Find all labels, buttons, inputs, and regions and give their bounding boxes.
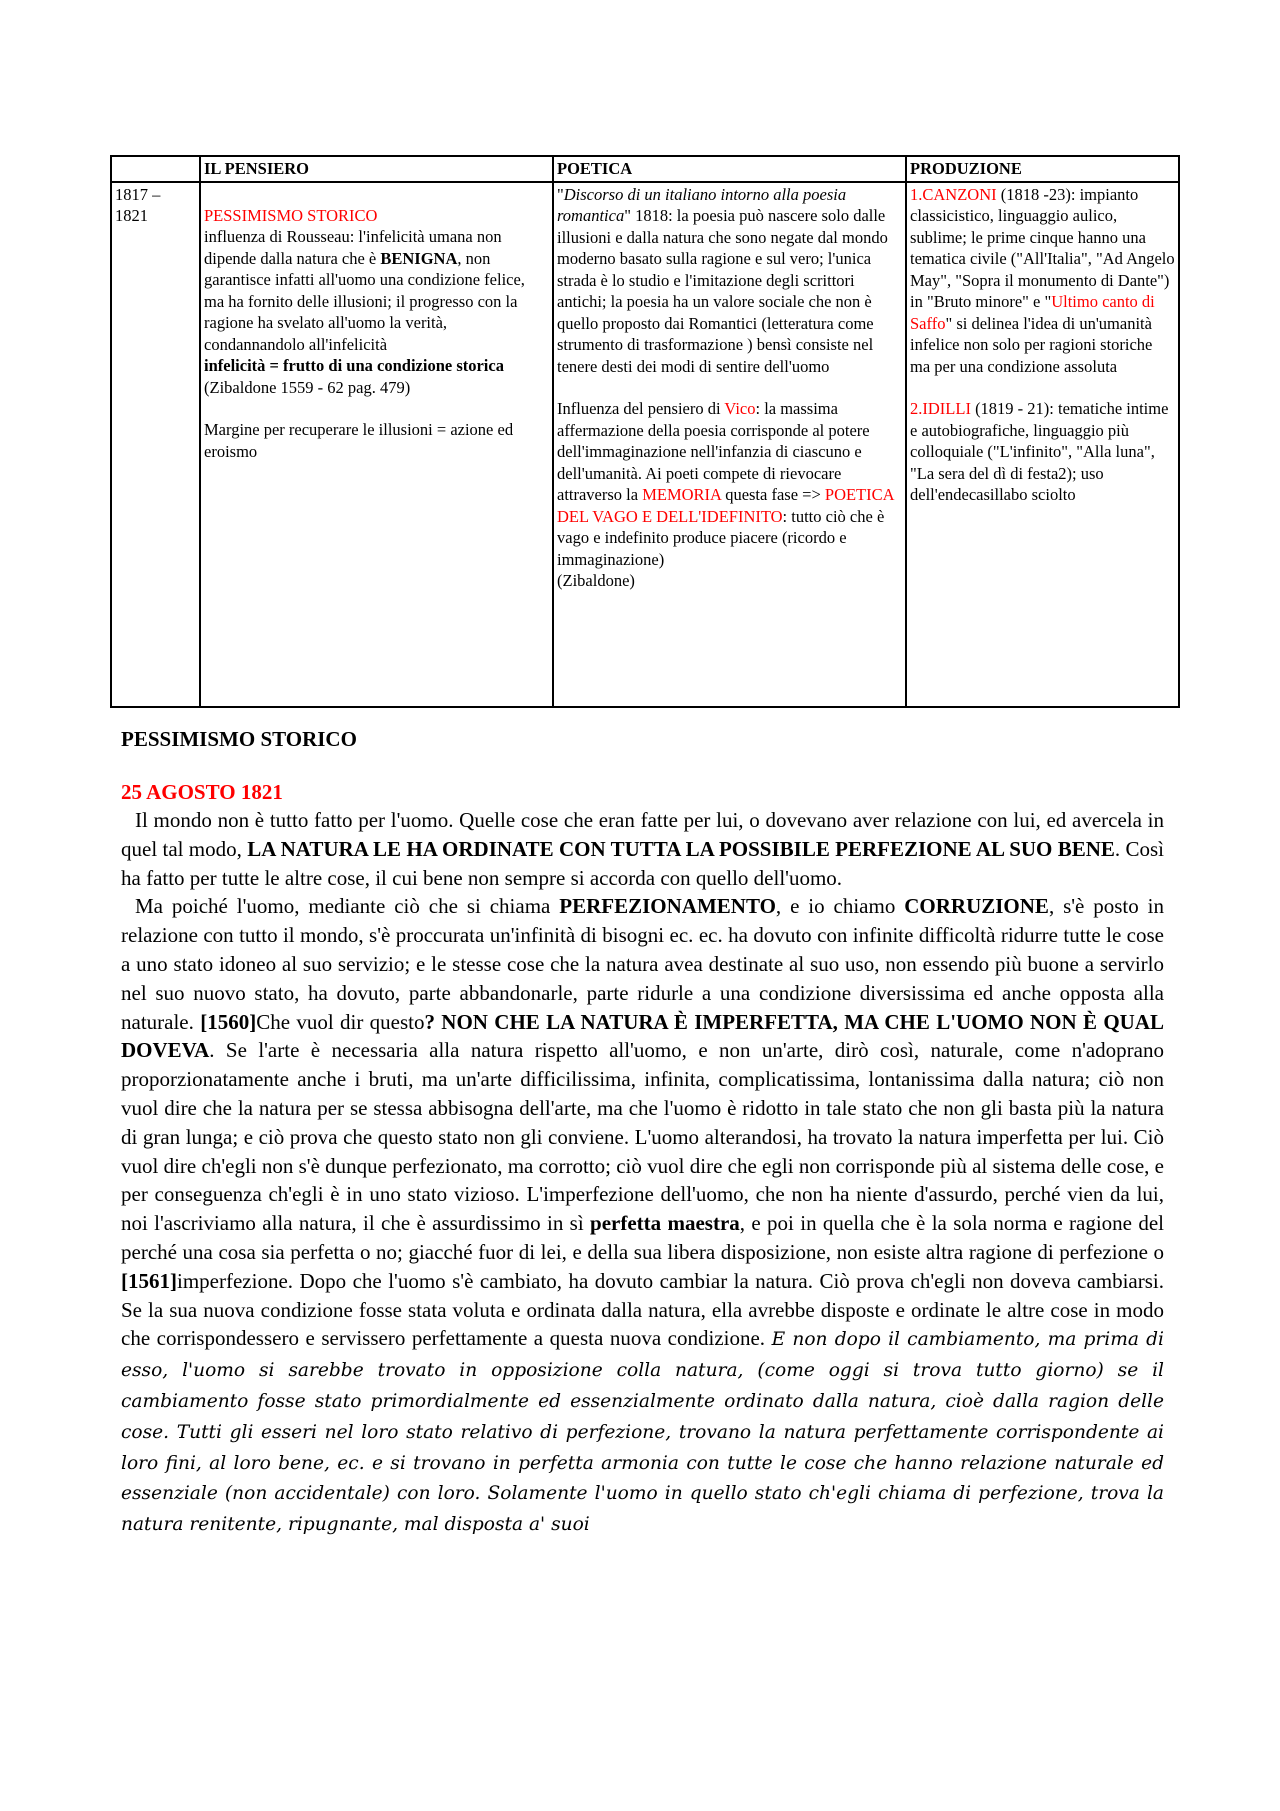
pensiero-text: influenza di Rousseau: l'infelicità umana non dipende dalla natura che è BENIGNA, non garantisce infatti all'uomo una condizione felice, ma ha fornito delle illusioni; il progresso con la ragione ha svelato all'uomo la verità, condannandolo all'infelicità <box>204 227 525 354</box>
pensiero-bold-statement: infelicità = frutto di una condizione storica <box>204 356 504 375</box>
produzione-cell <box>906 182 1179 707</box>
pensiero-cell <box>200 182 553 707</box>
table-row <box>111 182 1179 707</box>
header-poetica: POETICA <box>553 156 906 182</box>
poetica-vico: Influenza del pensiero di Vico: la massima affermazione della poesia corrisponde al potere dell'immaginazione nell'infanzia di ciascuno e dell'umanità. Ai poeti compete di rievocare attraverso la MEMORIA questa fase => POETICA DEL VAGO E DELL'IDEFINITO: tutto ciò che è vago e indefinito produce piacere (ricordo e immaginazione) <box>557 399 894 569</box>
summary-table <box>110 155 1180 708</box>
paragraph: Ma poiché l'uomo, mediante ciò che si chiama PERFEZIONAMENTO, e io chiamo CORRUZIONE, s'è posto in relazione con tutto il mondo, s'è proccurata un'infinità di bisogni ec. ec. ha dovuto con infinite difficoltà ridurre tutte le cose a uno stato idoneo al suo servizio; e le stesse cose che la natura avea destinate al suo uso, non essendo più buone a servirlo nel suo nuovo stato, ha dovuto, parte abbandonarle, parte ridurle a una condizione diversissima ed anche opposta alla naturale. [1560]Che vuol dir questo? NON CHE LA NATURA È IMPERFETTA, MA CHE L'UOMO NON È QUAL DOVEVA. Se l'arte è necessaria alla natura rispetto all'uomo, e non un'arte, dirò così, naturale, come n'adoprano proporzionatamente anche i bruti, ma un'arte difficilissima, infinita, complicatissima, lontanissima dalla natura; ciò non vuol dire che la natura per se stessa abbisogna dell'arte, ma che l'uomo è ridotto in tale stato che non gli basta più la natura di gran lunga; e ciò prova che questo stato non gli conviene. L'uomo alterandosi, ha trovato la natura imperfetta per lui. Ciò vuol dire ch'egli non s'è dunque perfezionato, ma corrotto; ciò vuol dire che egli non corrisponde più al sistema delle cose, e per conseguenza ch'egli è in uno stato vizioso. L'imperfezione dell'uomo, che non ha niente d'assurdo, perché vien da lui, noi l'ascriviamo alla natura, il che è assurdissimo in sì perfetta maestra, e poi in quella che è la sola norma e ragione del perché una cosa sia perfetta o no; giacché fuor di lei, e della sua libera disposizione, non esiste altra ragione di perfezione o [1561]imperfezione. Dopo che l'uomo s'è cambiato, ha dovuto cambiar la natura. Ciò prova ch'egli non doveva cambiarsi. Se la sua nuova condizione fosse stata voluta e ordinata dalla natura, ella avrebbe disposte e ordinate le altre cose in modo che corrispondessero e servissero perfettamente a questa nuova condizione. E non dopo il cambiamento, ma prima di esso, l'uomo si sarebbe trovato in opposizione colla natura, (come oggi si trova tutto giorno) se il cambiamento fosse stato primordialmente ed essenzialmente ordinato dalla natura, cioè dalla ragion delle cose. Tutti gli esseri nel loro stato relativo di perfezione, trovano la natura perfettamente corrispondente ai loro fini, al loro bene, ec. e si trovano in perfetta armonia con tutte le cose che hanno relazione naturale ed essenziale (non accidentale) con loro. Solamente l'uomo in quello stato ch'egli chiama di perfezione, trova la natura renitente, ripugnante, mal disposta a' suoi <box>121 894 1165 1536</box>
header-pensiero: IL PENSIERO <box>200 156 553 182</box>
period-cell: 1817 – 1821 <box>111 182 200 707</box>
header-produzione: PRODUZIONE <box>906 156 1179 182</box>
table-header-row <box>111 156 1179 182</box>
pensiero-margin-note: Margine per recuperare le illusioni = azione ed eroismo <box>204 420 514 461</box>
entry-date: 25 AGOSTO 1821 <box>121 780 283 804</box>
poetica-cell <box>553 182 906 707</box>
pensiero-title: PESSIMISMO STORICO <box>204 205 378 225</box>
zibaldone-text <box>121 806 1164 1540</box>
poetica-discorso: "Discorso di un italiano intorno alla poesia romantica" 1818: la poesia può nascere solo dalle illusioni e dalla natura che sono negate dal mondo moderno basato sulla ragione e sul vero; l'unica strada è lo studio e l'imitazione degli scrittori antichi; la poesia ha un valore sociale che non è quello proposto dai Romantici (letteratura come strumento di trasformazione ) bensì consiste nel tenere desti dei modi di sentire dell'uomo <box>557 184 888 376</box>
pensiero-reference: (Zibaldone 1559 - 62 pag. 479) <box>204 377 411 397</box>
paragraph: Il mondo non è tutto fatto per l'uomo. Quelle cose che eran fatte per lui, o dovevano aver relazione con lui, ed avercela in quel tal modo, LA NATURA LE HA ORDINATE CON TUTTA LA POSSIBILE PERFEZIONE AL SUO BENE. Così ha fatto per tutte le altre cose, il cui bene non sempre si accorda con quello dell'uomo. <box>121 808 1165 890</box>
section-title: PESSIMISMO STORICO <box>121 727 357 751</box>
header-empty-cell <box>111 156 200 182</box>
poetica-zibaldone: (Zibaldone) <box>557 571 635 590</box>
produzione-idilli: 2.IDILLI (1819 - 21): tematiche intime e autobiografiche, linguaggio più colloquiale ("L'infinito", "Alla luna", "La sera del dì di festa2); uso dell'endecasillabo sciolto <box>910 399 1169 504</box>
produzione-canzoni: 1.CANZONI (1818 -23): impianto classicistico, linguaggio aulico, sublime; le prime cinque hanno una tematica civile ("All'Italia", "Ad Angelo May", "Sopra il monumento di Dante") in "Bruto minore" e "Ultimo canto di Saffo" si delinea l'idea di un'umanità infelice non solo per ragioni storiche ma per una condizione assoluta <box>910 184 1175 376</box>
document-body <box>121 726 1164 1540</box>
